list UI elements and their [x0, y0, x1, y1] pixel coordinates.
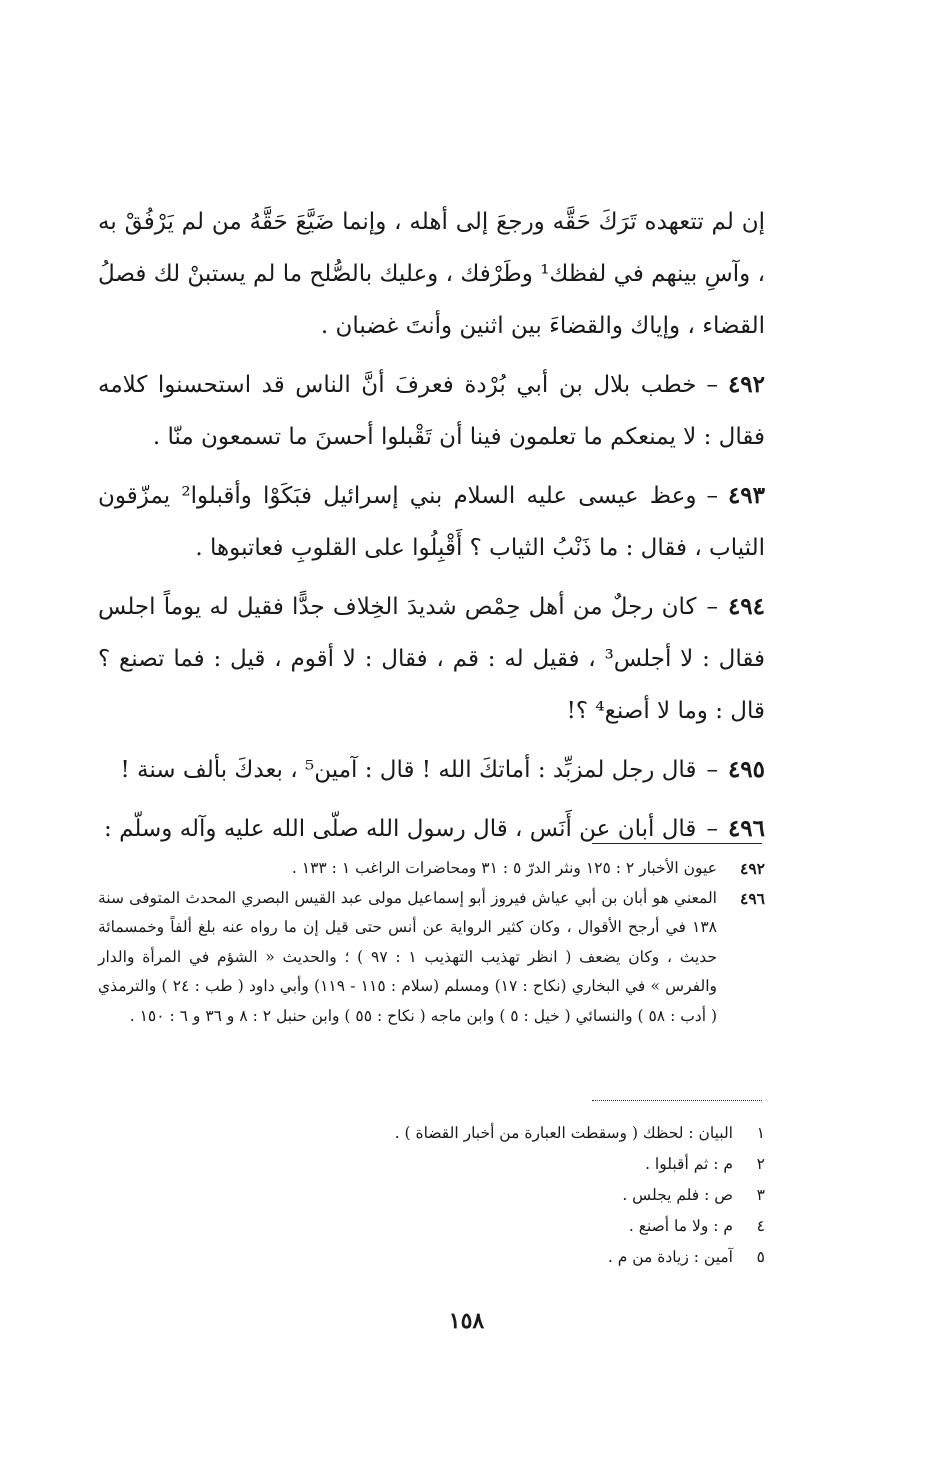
paragraph-number: ٤٩٥ — [727, 756, 765, 783]
variant-text: م : ولا ما أصنع . — [628, 1217, 733, 1235]
paragraph-494 — [98, 581, 765, 737]
footnote-492 — [98, 854, 765, 884]
dash: – — [706, 816, 718, 842]
footnote-number: ٤٩٦ — [740, 888, 765, 908]
footnotes — [98, 854, 765, 1031]
variant-text: البيان : لحظك ( وسقطت العبارة من أخبار القضاة ) . — [394, 1124, 733, 1142]
footnote-text: المعني هو أبان بن أبي عياش فيروز أبو إسماعيل مولى عبد القيس البصري المحدث المتوفى سنة ١٣٨ في أرجح الأقوال ، وكان كثير الرواية عن أنس حتى قيل إن ما رواه عنه بلغ ألفاً وخمسمائة حديث ، وكان يضعف ( انظر تهذيب التهذيب ١ : ٩٧ ) ؛ والحديث « الشؤم في المرأة والدار والفرس » في البخاري (نكاح : ١٧) ومسلم (سلام : ١١٥ - ١١٩) وأبي داود ( طب : ٢٤ ) والترمذي ( أدب : ٥٨ ) والنسائي ( خيل : ٥ ) وابن ماجه ( نكاح : ٥٥ ) وابن حنبل ٢ : ٨ و ٣٦ و ٦ : ١٥٠ . — [98, 888, 718, 1025]
variant-text: آمين : زيادة من م . — [607, 1248, 733, 1266]
footnote-496 — [98, 884, 765, 1032]
variant-item — [300, 1180, 765, 1211]
paragraph-number: ٤٩٢ — [727, 371, 765, 398]
paragraph-492 — [98, 359, 765, 463]
paragraph-495 — [98, 744, 765, 796]
footnote-number: ٤٩٢ — [740, 859, 765, 878]
paragraph-text: قال أبان عن أَنَس ، قال رسول الله صلّى الله عليه وآله وسلّم : — [104, 816, 697, 842]
variant-number: ٣ — [756, 1186, 765, 1204]
variant-text: م : ثم أقبلوا . — [645, 1155, 733, 1173]
variant-item — [300, 1118, 765, 1149]
paragraph-continuation — [98, 196, 765, 352]
dash: – — [706, 594, 718, 620]
textual-variants — [300, 1118, 765, 1273]
variant-number: ٤ — [756, 1217, 765, 1235]
footnote-divider — [592, 843, 762, 844]
paragraph-text: إن لم تتعهده تَرَكَ حَقَّه ورجعَ إلى أهله ، وإنما ضَيَّعَ حَقَّهُ من لم يَرْفُقْ به ، وآسِ بينهم في لفظك¹ وطَرْفك ، وعليك بالصُّلح ما لم يستبنْ لك فصلُ القضاء ، وإياك والقضاءَ بين اثنين وأنتَ غضبان . — [98, 209, 765, 339]
paragraph-number: ٤٩٤ — [727, 593, 765, 620]
variant-item — [300, 1242, 765, 1273]
paragraph-493 — [98, 470, 765, 574]
variant-number: ١ — [756, 1124, 765, 1142]
variant-item — [300, 1211, 765, 1242]
variant-item — [300, 1149, 765, 1180]
page-number: ١٥٨ — [448, 1308, 485, 1334]
dash: – — [706, 483, 718, 509]
paragraph-text: كان رجلٌ من أهل حِمْص شديدَ الخِلاف جدًّا فقيل له يوماً اجلس فقال : لا أجلس³ ، فقيل له : قم ، فقال : لا أقوم ، قيل : فما تصنع ؟ قال : وما لا أصنع⁴ ؟! — [98, 594, 766, 724]
main-text — [98, 196, 765, 862]
paragraph-text: وعظ عيسى عليه السلام بني إسرائيل فبَكَوْا وأقبلوا² يمزّقون الثياب ، فقال : ما ذَنْبُ الثياب ؟ أَقْبِلُوا على القلوبِ فعاتبوها . — [98, 483, 765, 561]
dash: – — [706, 757, 718, 783]
variant-text: ص : فلم يجلس . — [622, 1186, 733, 1204]
footnote-text: عيون الأخبار ٢ : ١٢٥ ونثر الدرّ ٥ : ٣١ ومحاضرات الراغب ١ : ١٣٣ . — [291, 859, 717, 877]
paragraph-496 — [98, 803, 765, 855]
paragraph-text: خطب بلال بن أبي بُرْدة فعرفَ أنَّ الناس قد استحسنوا كلامه فقال : لا يمنعكم ما تعلمون فينا أن تَقْبلوا أحسنَ ما تسمعون منّا . — [98, 372, 765, 450]
dash: – — [706, 372, 718, 398]
variant-number: ٥ — [756, 1248, 765, 1266]
paragraph-text: قال رجل لمزبِّد : أماتكَ الله ! قال : آمين⁵ ، بعدكَ بألف سنة ! — [120, 757, 697, 783]
variant-number: ٢ — [756, 1155, 765, 1173]
variants-divider — [592, 1100, 762, 1101]
paragraph-number: ٤٩٦ — [727, 815, 765, 842]
paragraph-number: ٤٩٣ — [727, 482, 765, 509]
